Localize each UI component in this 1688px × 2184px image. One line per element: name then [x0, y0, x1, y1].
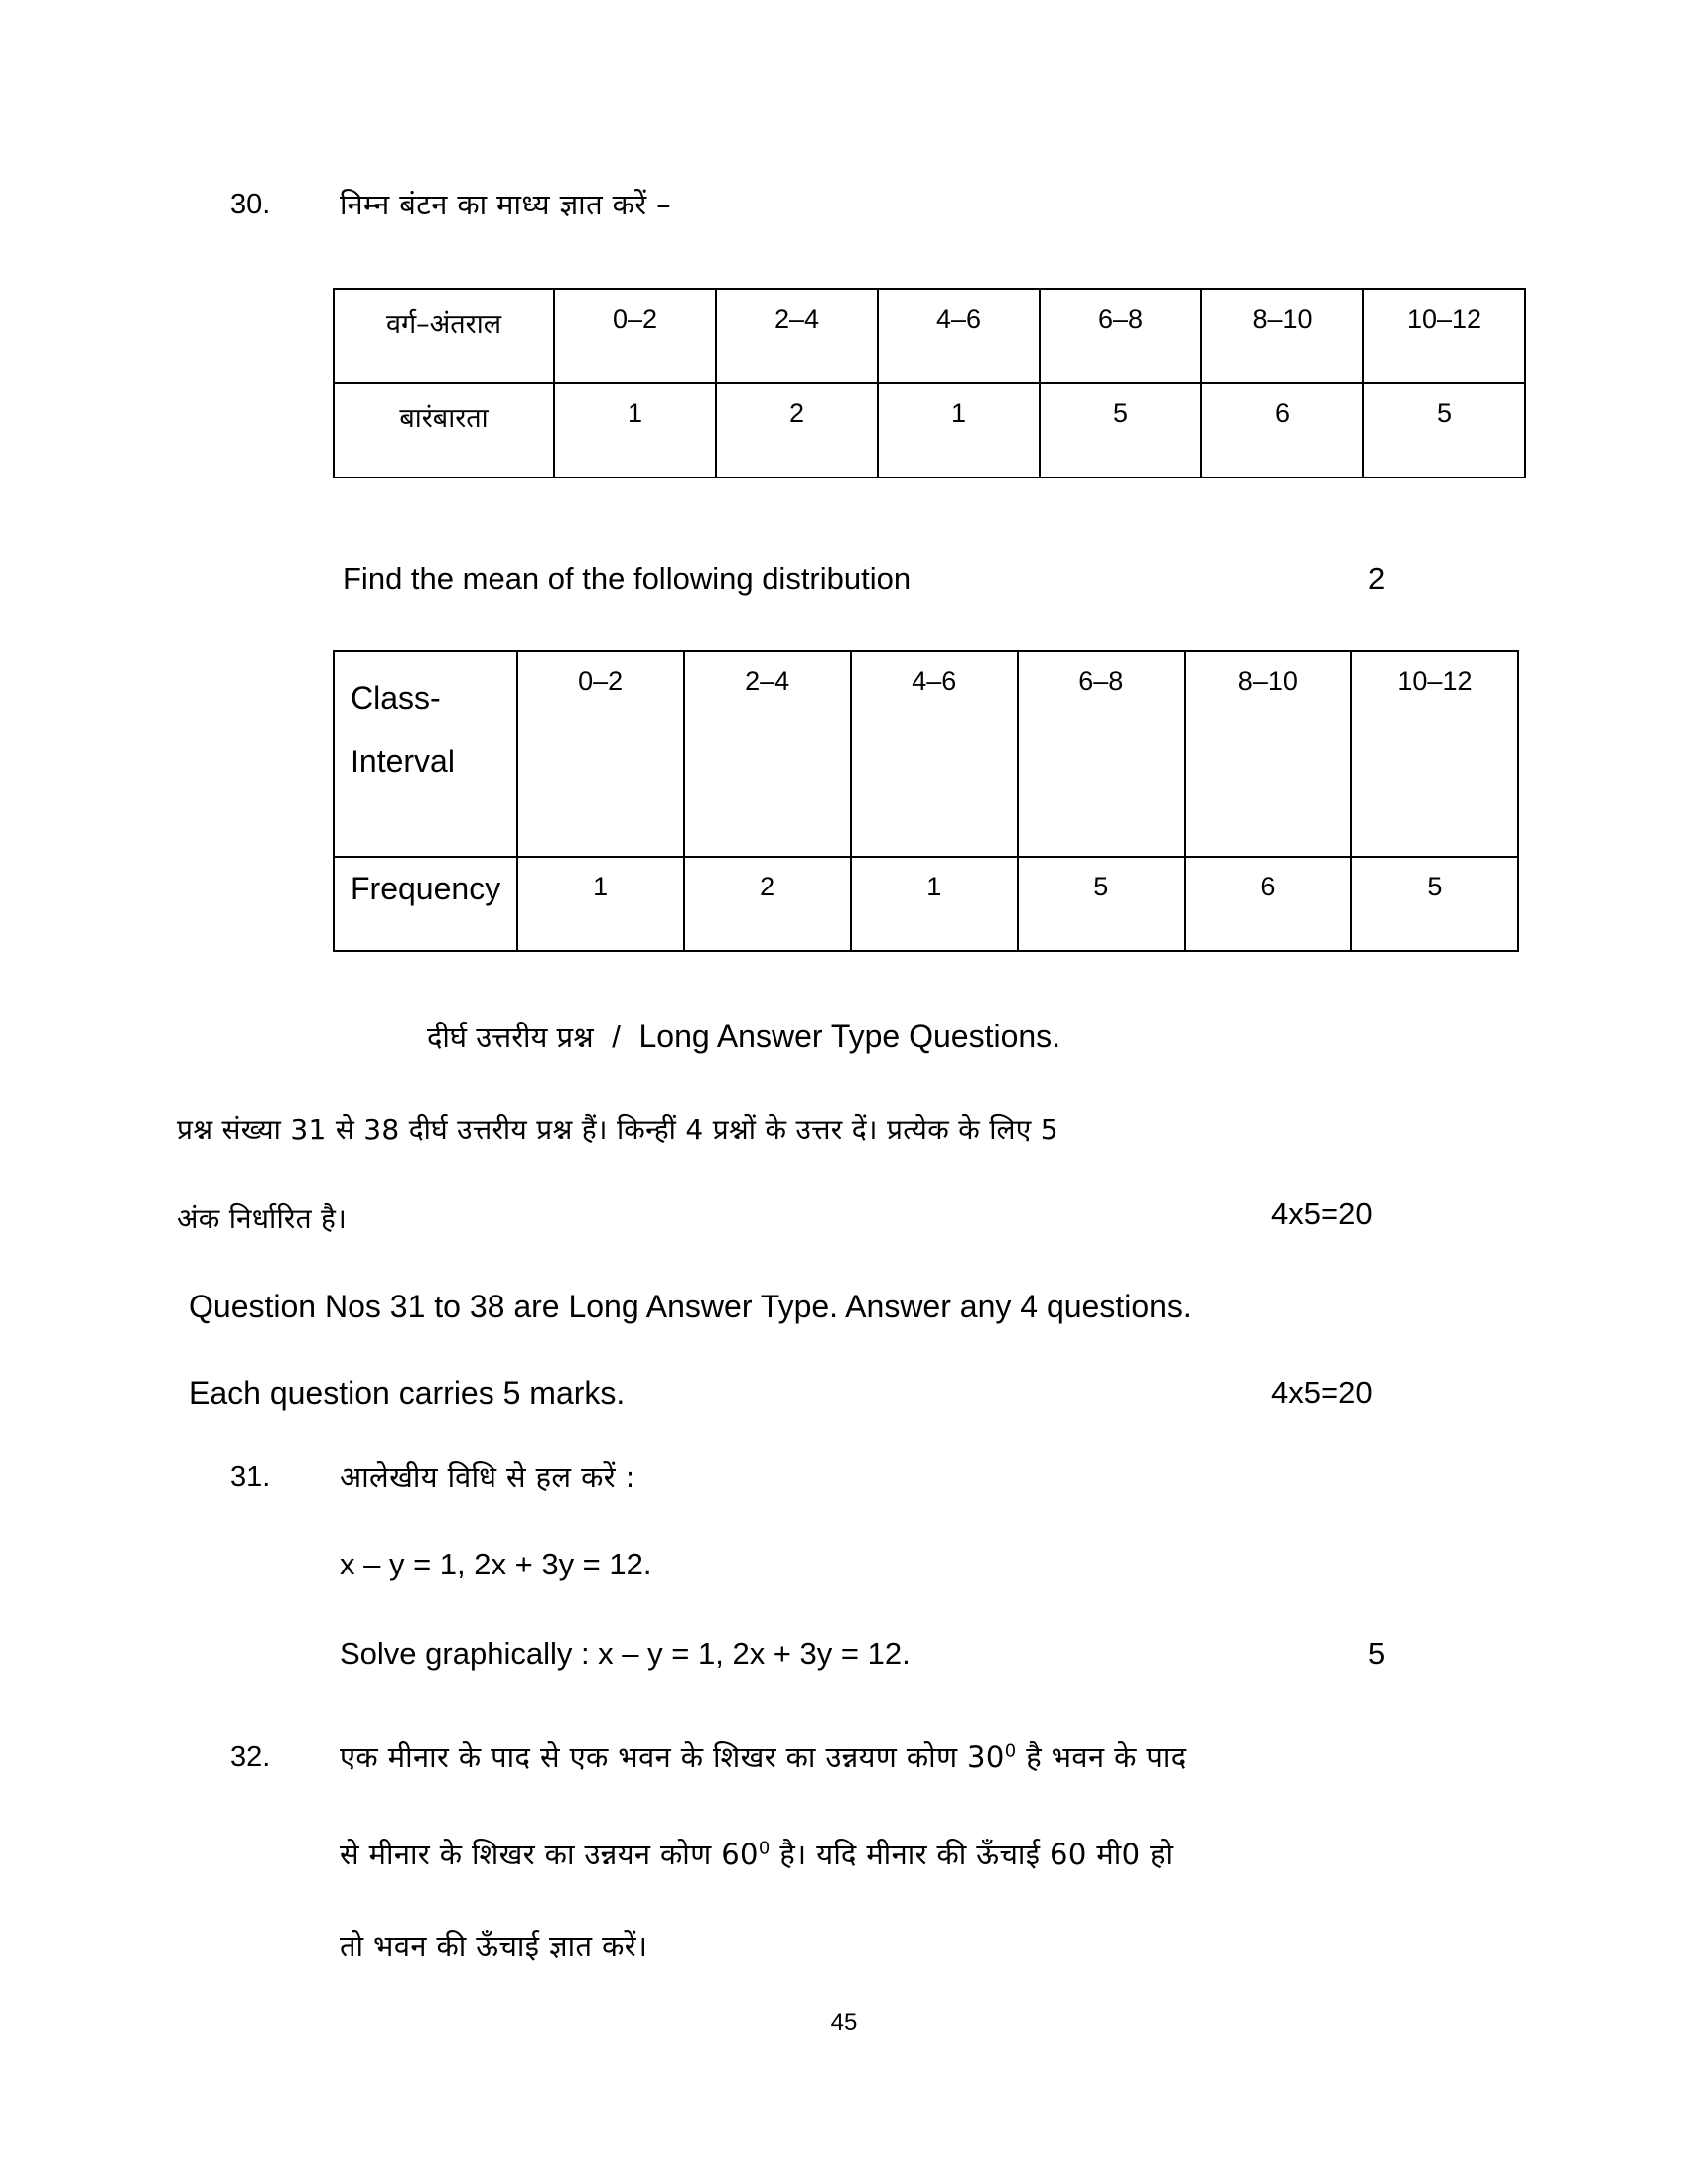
section-heading-hindi: दीर्घ उत्तरीय प्रश्न — [427, 1021, 594, 1054]
section-heading-english: Long Answer Type Questions. — [638, 1019, 1061, 1054]
question-32-number: 32. — [230, 1741, 271, 1773]
table-english-row-header-class-interval — [334, 651, 517, 857]
table-row — [334, 651, 1518, 857]
table-english-ci-3: 6–8 — [1018, 651, 1185, 857]
table-english-header-line-1: Class- — [351, 680, 441, 716]
table-english-ci-1: 2–4 — [684, 651, 851, 857]
table-hindi-freq-2: 1 — [878, 383, 1040, 478]
instructions-english-marks: 4x5=20 — [1271, 1375, 1373, 1410]
question-32-row — [230, 1739, 1187, 1775]
table-hindi-ci-5: 10–12 — [1363, 289, 1525, 383]
table-english-freq-4: 6 — [1185, 857, 1351, 951]
question-32-line-1-part-1: एक मीनार के पाद से एक भवन के शिखर का उन्नयण कोण 30 — [340, 1740, 1005, 1774]
section-heading — [427, 1018, 1060, 1056]
table-english-ci-0: 0–2 — [517, 651, 684, 857]
table-hindi-row-header-frequency: बारंबारता — [334, 383, 554, 478]
question-31-marks: 5 — [1368, 1636, 1386, 1671]
question-32-line-3: तो भवन की ऊँचाई ज्ञात करें। — [340, 1929, 648, 1963]
question-30-number: 30. — [230, 189, 271, 220]
question-31-number: 31. — [230, 1461, 271, 1493]
instructions-english-line-1: Question Nos 31 to 38 are Long Answer Type. Answer any 4 questions. — [189, 1289, 1192, 1324]
question-32-line-2-part-2: है। यदि मीनार की ऊँचाई 60 मी0 हो — [770, 1838, 1174, 1871]
question-31-english-prompt: Solve graphically : x – y = 1, 2x + 3y = 12. — [340, 1636, 911, 1671]
degree-symbol-icon: 0 — [1004, 1740, 1017, 1762]
table-hindi-freq-4: 6 — [1201, 383, 1363, 478]
table-row — [334, 857, 1518, 951]
table-row — [334, 289, 1525, 383]
table-english-header-line-2: Interval — [351, 744, 455, 779]
table-english-ci-2: 4–6 — [851, 651, 1018, 857]
question-30-english-prompt: Find the mean of the following distribution — [343, 561, 912, 596]
table-hindi-ci-3: 6–8 — [1040, 289, 1201, 383]
degree-symbol-icon: 0 — [758, 1838, 771, 1859]
table-hindi-ci-1: 2–4 — [716, 289, 878, 383]
section-heading-separator: / — [612, 1020, 621, 1054]
question-32-line-2-part-1: से मीनार के शिखर का उन्नयन कोण 60 — [340, 1838, 759, 1871]
table-hindi-ci-4: 8–10 — [1201, 289, 1363, 383]
question-30-hindi-prompt: निम्न बंटन का माध्य ज्ञात करें – — [340, 188, 672, 221]
table-hindi-freq-1: 2 — [716, 383, 878, 478]
question-32-line-1 — [340, 1739, 1187, 1775]
table-row — [334, 383, 1525, 478]
table-hindi-freq-0: 1 — [554, 383, 716, 478]
table-english-ci-4: 8–10 — [1185, 651, 1351, 857]
table-english-row-header-frequency: Frequency — [334, 857, 517, 951]
table-hindi-freq-5: 5 — [1363, 383, 1525, 478]
question-31-hindi-prompt: आलेखीय विधि से हल करें : — [340, 1460, 635, 1494]
instructions-hindi-line-1: प्रश्न संख्या 31 से 38 दीर्घ उत्तरीय प्रश्न हैं। किन्हीं 4 प्रश्नों के उत्तर दें। प्रत्येक के लिए 5 — [177, 1113, 1058, 1146]
table-english-freq-2: 1 — [851, 857, 1018, 951]
question-30-hindi-row — [230, 187, 671, 222]
table-english-freq-0: 1 — [517, 857, 684, 951]
distribution-table-english — [333, 650, 1519, 952]
table-english-freq-3: 5 — [1018, 857, 1185, 951]
question-31-equations: x – y = 1, 2x + 3y = 12. — [340, 1547, 652, 1581]
table-english-ci-5: 10–12 — [1351, 651, 1518, 857]
table-hindi-row-header-class-interval: वर्ग–अंतराल — [334, 289, 554, 383]
table-hindi-ci-2: 4–6 — [878, 289, 1040, 383]
instructions-english-line-2: Each question carries 5 marks. — [189, 1375, 626, 1411]
question-32-line-2 — [340, 1835, 1173, 1873]
table-english-freq-5: 5 — [1351, 857, 1518, 951]
distribution-table-hindi — [333, 288, 1526, 478]
question-32-line-1-part-2: है भवन के पाद — [1016, 1740, 1187, 1774]
table-hindi-freq-3: 5 — [1040, 383, 1201, 478]
question-31-hindi-row — [230, 1459, 635, 1495]
page-number: 45 — [830, 2009, 858, 2036]
question-30-marks: 2 — [1368, 561, 1386, 596]
table-english-freq-1: 2 — [684, 857, 851, 951]
table-hindi-ci-0: 0–2 — [554, 289, 716, 383]
instructions-hindi-line-2: अंक निर्धारित है। — [177, 1202, 348, 1235]
instructions-hindi-marks: 4x5=20 — [1271, 1196, 1373, 1231]
